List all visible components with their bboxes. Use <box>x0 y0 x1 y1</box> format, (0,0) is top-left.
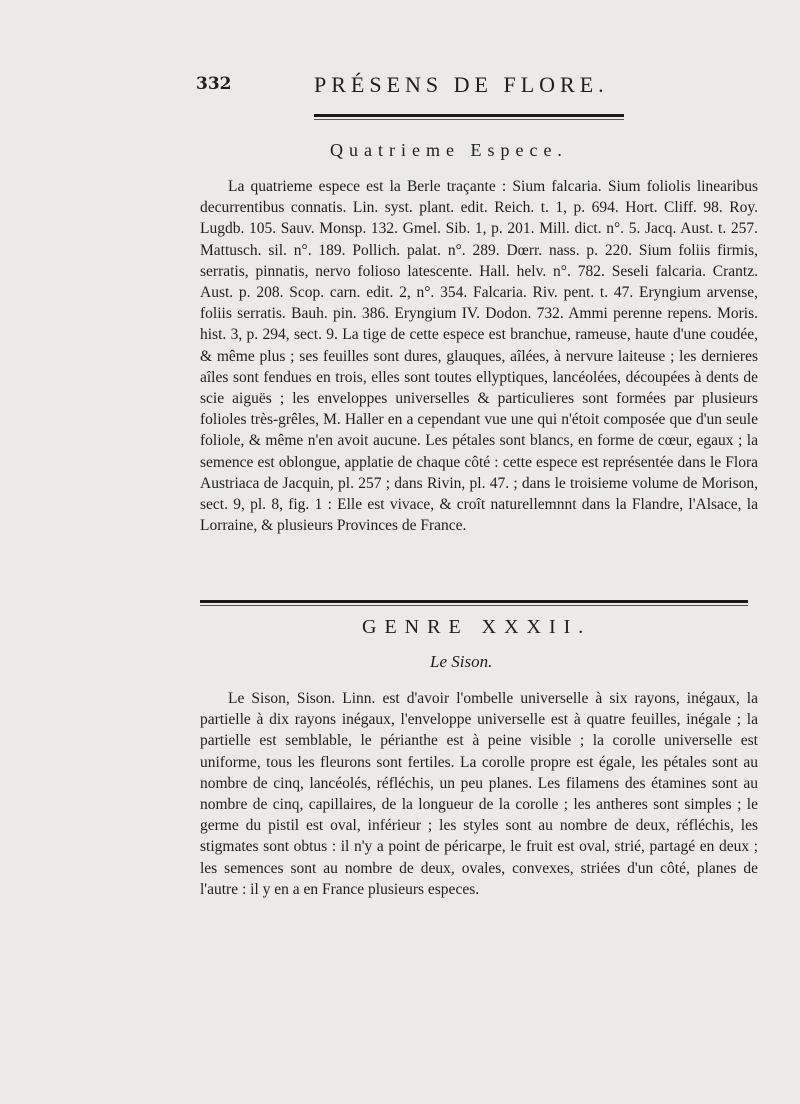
genre-paragraph-text: Le Sison, Sison. Linn. est d'avoir l'ombelle universelle à six rayons, inégaux, la partielle à dix rayons inégaux, l'enveloppe universelle est à quatre feuilles, inégale ; la partielle est semblable, le périanthe est à peine visible ; la corolle universelle est uniforme, tous les fleurons sont fertiles. La corolle propre est égale, les pétales sont au nombre de cinq, lancéolés, réfléchis, un peu planes. Les filamens des étamines sont au nombre de cinq, capillaires, de la longueur de la corolle ; les antheres sont simples ; le germe du pistil est oval, inférieur ; les styles sont au nombre de deux, réfléchis, les stigmates sont obtus : il n'y a point de péricarpe, le fruit est oval, strié, partagé en deux ; les semences sont au nombre de deux, ovales, convexes, striées d'un côté, planes de l'autre : il y en a en France plusieurs especes. <box>200 690 758 898</box>
genre-title: GENRE XXXII. <box>362 616 592 638</box>
genus-name: Le Sison. <box>430 652 493 671</box>
section-divider-thin <box>200 605 748 606</box>
header-rule <box>314 114 624 117</box>
section-divider <box>200 600 748 603</box>
header-rule-thin <box>314 119 624 120</box>
section-title: Quatrieme Espece. <box>330 140 568 160</box>
page-number: 332 <box>196 74 232 94</box>
page-header <box>196 74 656 104</box>
section-paragraph <box>200 176 758 536</box>
section-paragraph-text: La quatrieme espece est la Berle traçante : Sium falcaria. Sium foliolis linearibus decurrentibus connatis. Lin. syst. plant. edit. Reich. t. 1, p. 694. Hort. Cliff. 98. Roy. Lugdb. 105. Sauv. Monsp. 132. Gmel. Sib. 1, p. 201. Mill. dict. n°. 5. Jacq. Aust. t. 257. Mattusch. sil. n°. 189. Pollich. palat. n°. 289. Dœrr. nass. p. 220. Sium foliis firmis, serratis, pinnatis, nervo folioso latescente. Hall. helv. n°. 782. Seseli falcaria. Crantz. Aust. p. 208. Scop. carn. edit. 2, n°. 354. Falcaria. Riv. pent. t. 47. Eryngium arvense, foliis serratis. Bauh. pin. 386. Eryngium IV. Dodon. 732. Ammi perenne repens. Moris. hist. 3, p. 294, sect. 9. La tige de cette espece est branchue, rameuse, haute d'une coudée, & même plus ; ses feuilles sont dures, glauques, aîlées, à nervure laiteuse ; les dernieres aîles sont fendues en trois, elles sont toutes ellyptiques, lancéolées, découpées à dents de scie aiguës ; les enveloppes universelles & particulieres sont formées par plusieurs folioles très-grêles, M. Haller en a cependant vue une qui n'étoit composée que d'un seule foliole, & même n'en avoit aucune. Les pétales sont blancs, en forme de cœur, egaux ; la semence est oblongue, applatie de chaque côté : cette espece est représentée dans le Flora Austriaca de Jacquin, pl. 257 ; dans Rivin, pl. 47. ; dans le troisieme volume de Morison, sect. 9, pl. 8, fig. 1 : Elle est vivace, & croît naturellemnnt dans la Flandre, l'Alsace, la Lorraine, & plusieurs Provinces de France. <box>200 178 758 535</box>
genre-paragraph <box>200 688 758 900</box>
running-title: PRÉSENS DE FLORE. <box>314 72 609 97</box>
